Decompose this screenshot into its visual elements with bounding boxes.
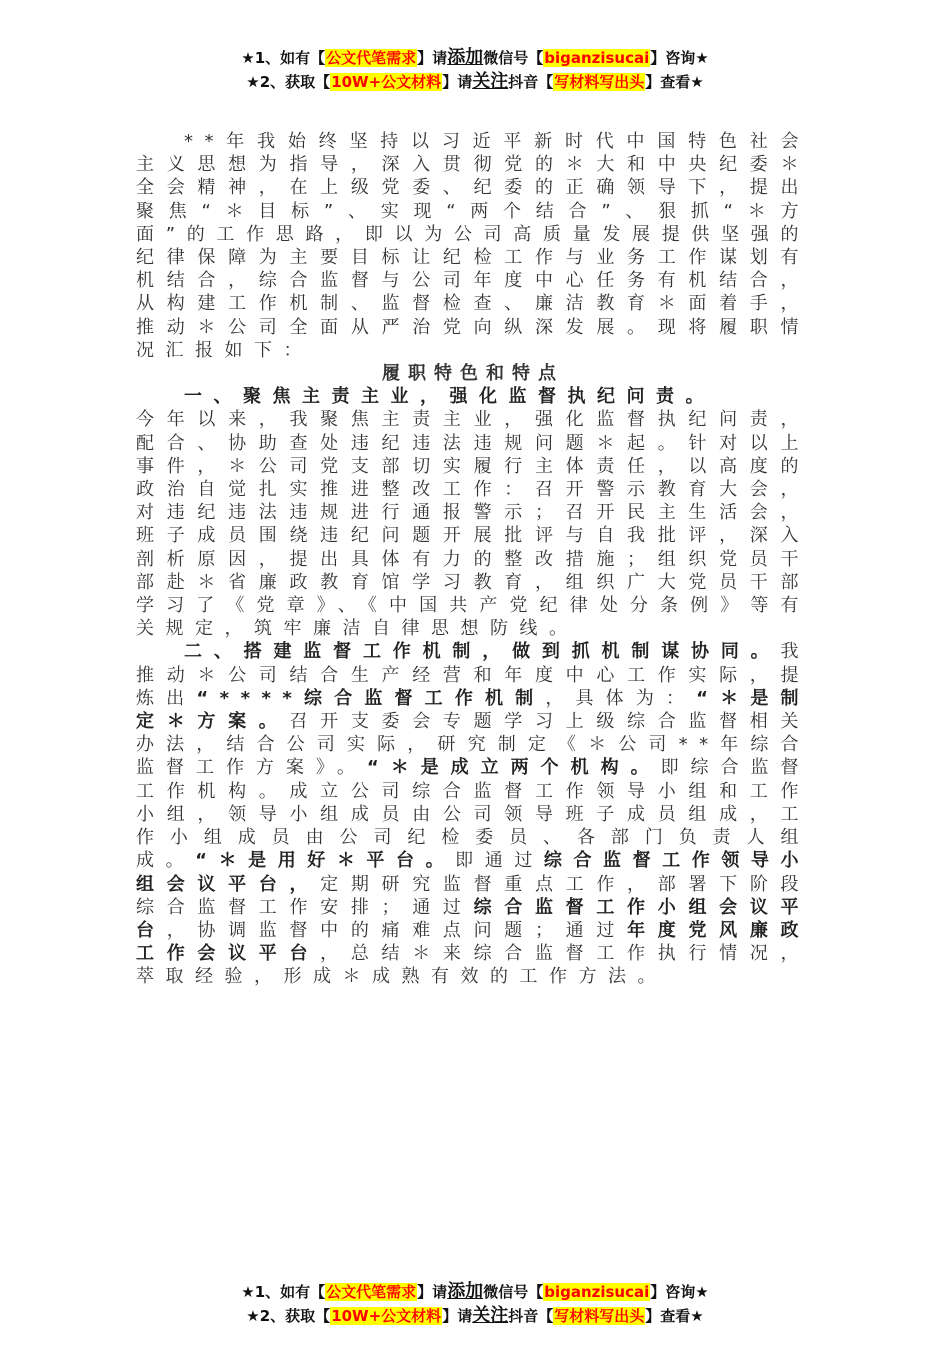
promo-text: 】查看★	[645, 73, 704, 91]
promo-line-1	[0, 1280, 950, 1304]
promo-text: 微信号【	[483, 49, 544, 67]
bold-text: 综合监督工作小组会议平台	[136, 896, 811, 941]
bold-text: “＊是用好＊平台。	[195, 850, 456, 872]
promo-text: ★2、获取【	[246, 73, 331, 91]
promo-text: ★1、如有【	[241, 1283, 326, 1301]
promo-highlight: 公文代笔需求	[326, 1283, 417, 1301]
promo-text: 】查看★	[645, 1307, 704, 1325]
promo-text: 】请	[442, 73, 473, 91]
promo-highlight: 写材料写出头	[554, 1307, 645, 1325]
promo-text: 】咨询★	[650, 1283, 709, 1301]
promo-line-2	[0, 70, 950, 94]
bold-text: “＊是制定＊方案。	[136, 687, 811, 733]
promo-highlight: biganzisucai	[544, 1283, 650, 1301]
section-2-heading: 二、搭建监督工作机制，做到抓机制谋协同。	[184, 641, 781, 663]
promo-highlight: 10W+公文材料	[331, 73, 442, 91]
promo-highlight: 10W+公文材料	[331, 1307, 442, 1325]
bold-text: “****综合监督工作机制	[196, 687, 546, 709]
section-1-body: 今年以来，我聚焦主责主业，强化监督执纪问责，配合、协助查处违纪违法违规问题＊起。针对以上事件，＊公司党支部切实履行主体责任，以高度的政治自觉扎实推进整改工作：召开警示教育大会，对违纪违法违规进行通报警示；召开民主生活会，班子成员围绕违纪问题开展批评与自我批评，深入剖析原因，提出具体有力的整改措施；组织党员干部赴＊省廉政教育馆学习教育，组织广大党员干部学习了《党章》、《中国共产党纪律处分条例》等有关规定，筑牢廉洁自律思想防线。	[136, 409, 810, 640]
promo-emphasis: 关注	[472, 71, 509, 92]
promo-emphasis: 添加	[447, 47, 484, 68]
promo-text: 抖音【	[508, 73, 554, 91]
promo-text: 】请	[442, 1307, 473, 1325]
body-text: ，具体为：	[545, 687, 697, 709]
body-text: 召开支委会专题学习上级综合监督相关办法，结合公司实际，研究制定《＊公司**年综合监督工作方案》。	[136, 711, 810, 779]
document-body	[136, 130, 810, 989]
promo-line-1	[0, 46, 950, 70]
promo-highlight: 公文代笔需求	[326, 49, 417, 67]
body-text: ，协调监督中的痛难点问题；通过	[166, 919, 628, 941]
promo-emphasis: 关注	[472, 1305, 509, 1326]
body-text: 定期研究监督重点工作，部署下阶段综合监督工作安排；通过	[136, 873, 811, 918]
promo-text: ★1、如有【	[241, 49, 326, 67]
bottom-promo-banner	[0, 1280, 950, 1328]
promo-line-2	[0, 1304, 950, 1328]
top-promo-banner	[0, 46, 950, 94]
bold-text: “＊是成立两个机构。	[366, 757, 661, 779]
promo-emphasis: 添加	[447, 1281, 484, 1302]
intro-paragraph: **年我始终坚持以习近平新时代中国特色社会主义思想为指导，深入贯彻党的＊大和中央纪委＊全会精神，在上级党委、纪委的正确领导下，提出聚焦“＊目标”、实现“两个结合”、狠抓“＊方面”的工作思路，即以为公司高质量发展提供坚强的纪律保障为主要目标让纪检工作与业务工作谋划有机结合，综合监督与公司年度中心任务有机结合，从构建工作机制、监督检查、廉洁教育＊面着手，推动＊公司全面从严治党向纵深发展。现将履职情况汇报如下：	[136, 131, 810, 361]
promo-highlight: 写材料写出头	[554, 73, 645, 91]
section-2-paragraph	[136, 640, 810, 988]
section-title: 履职特色和特点	[382, 363, 564, 385]
promo-text: 微信号【	[483, 1283, 544, 1301]
promo-text: 】咨询★	[650, 49, 709, 67]
body-text: 即通过	[455, 850, 544, 872]
promo-text: 】请	[417, 1283, 448, 1301]
section-1-heading: 一、聚焦主责主业，强化监督执纪问责。	[184, 386, 715, 408]
promo-text: ★2、获取【	[246, 1307, 331, 1325]
promo-text: 抖音【	[508, 1307, 554, 1325]
promo-highlight: biganzisucai	[544, 49, 650, 67]
promo-text: 】请	[417, 49, 448, 67]
bold-text: 综合监督工作领导小组会议平台，	[136, 850, 811, 895]
body-text: ，总结＊来综合监督工作执行情况，萃取经验，形成＊成熟有效的工作方法。	[136, 943, 811, 988]
body-text: 我推动＊公司结合生产经营和年度中心工作实际，提炼出	[136, 641, 810, 709]
body-text: 即综合监督工作机构。成立公司综合监督工作领导小组和工作小组，领导小组成员由公司领导班子成员组成，工作小组成员由公司纪检委员、各部门负责人组成。	[136, 757, 810, 872]
bold-text: 年度党风廉政工作会议平台	[136, 919, 811, 965]
